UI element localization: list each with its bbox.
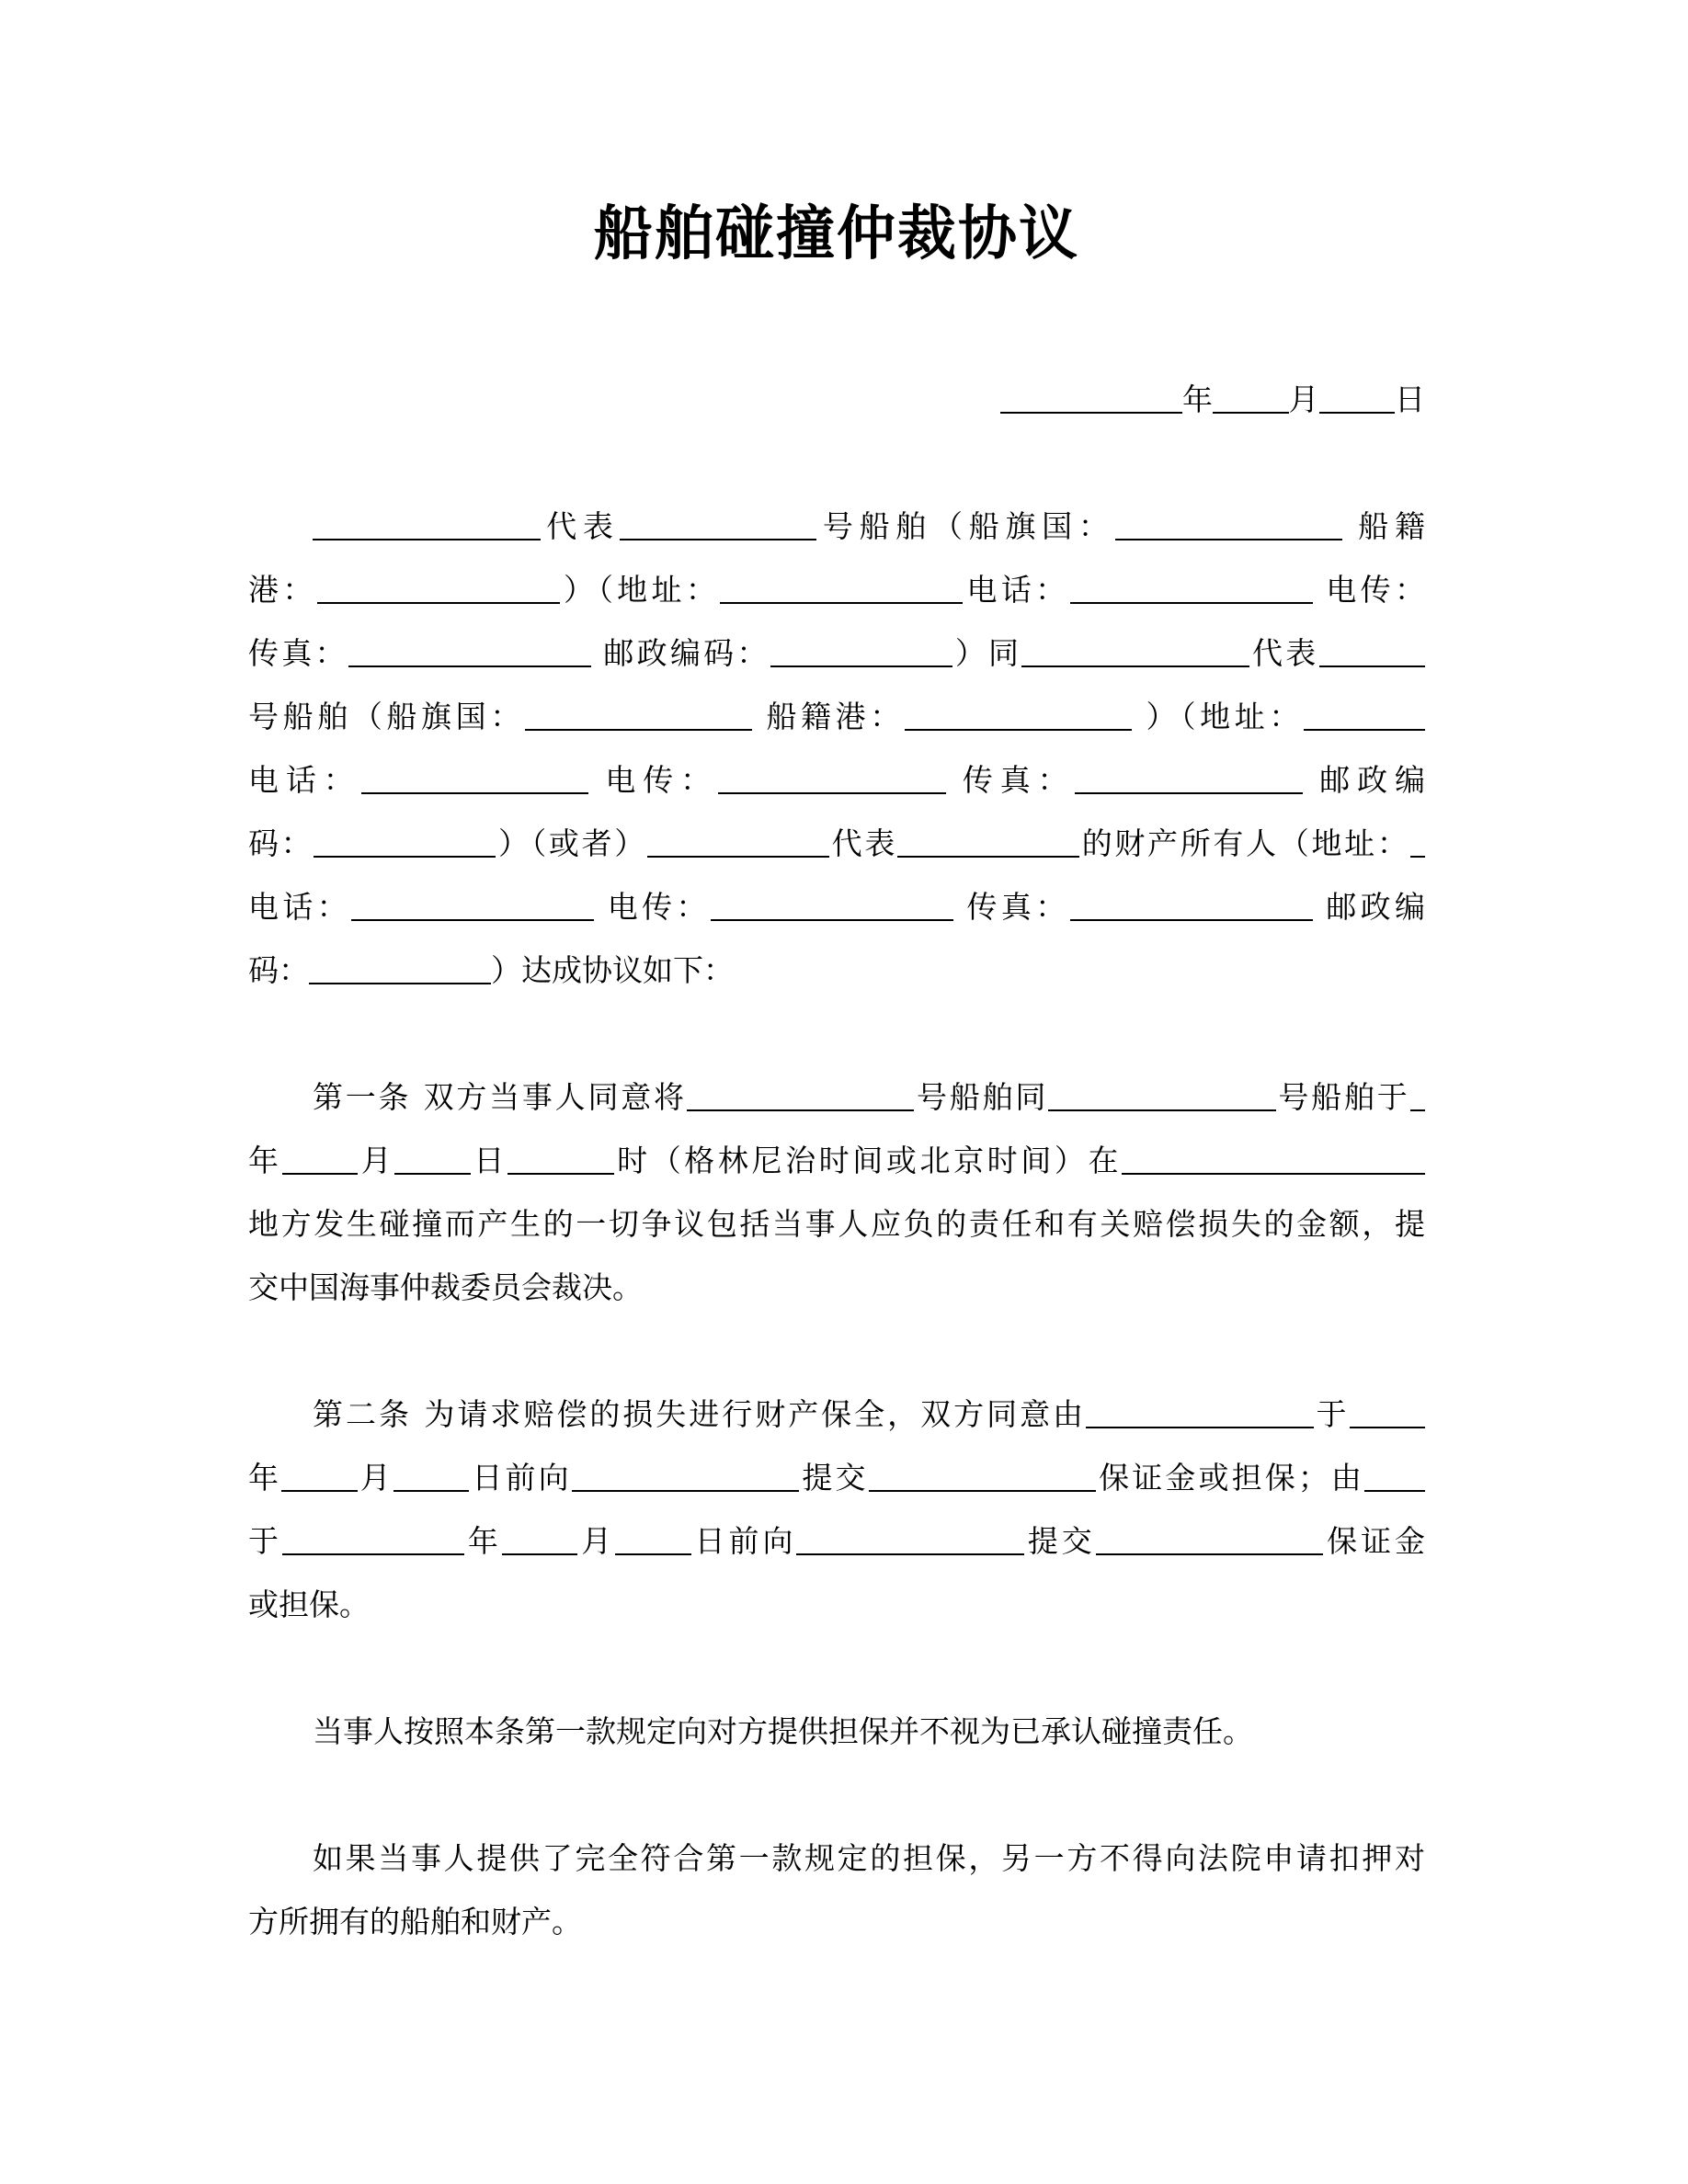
fill-in-blank: [313, 511, 541, 540]
text-line: 第一条 双方当事人同意将 号船舶同 号船舶于: [248, 1065, 1425, 1129]
fill-in-blank: [525, 701, 753, 731]
fill-in-blank: [348, 638, 591, 667]
document-title: 船舶碰撞仲裁协议: [594, 200, 1079, 268]
text-line: 方所拥有的船舶和财产。: [248, 1904, 582, 1939]
text-line: 或担保。: [248, 1587, 370, 1622]
fill-in-blank: [1304, 701, 1425, 731]
document-body: [248, 495, 1425, 2017]
fill-in-blank: [718, 765, 946, 794]
fill-in-blank: [1048, 1082, 1276, 1111]
fill-in-blank: [508, 1145, 614, 1175]
article-one-paragraph: [248, 1065, 1425, 1319]
fill-in-blank: [1075, 765, 1303, 794]
fill-in-blank: [1319, 384, 1396, 414]
text-line: 港： ）（地址： 电话： 电传：: [248, 572, 1425, 608]
fill-in-blank: [314, 828, 496, 858]
fill-in-blank: [905, 701, 1133, 731]
seizure-paragraph: [248, 1826, 1425, 1953]
fill-in-blank: [351, 892, 594, 921]
guarantee-paragraph: [248, 1700, 1425, 1763]
fill-in-blank: [615, 1526, 691, 1555]
text-line: 年 月 日前向 提交 保证金或担保；由: [248, 1446, 1425, 1509]
fill-in-blank: [309, 955, 491, 984]
fill-in-blank: [361, 765, 589, 794]
fill-in-blank: [720, 574, 963, 604]
fill-in-blank: [796, 1526, 1024, 1555]
date-line: 年 月 日: [1000, 368, 1425, 431]
fill-in-blank: [1364, 1462, 1425, 1492]
parties-paragraph: [248, 495, 1425, 1002]
fill-in-blank: [1350, 1399, 1426, 1428]
fill-in-blank: [282, 1526, 464, 1555]
fill-in-blank: [1070, 574, 1313, 604]
fill-in-blank: [687, 1082, 915, 1111]
fill-in-blank: [393, 1462, 470, 1492]
fill-in-blank: [1410, 828, 1425, 858]
fill-in-blank: [1319, 638, 1426, 667]
fill-in-blank: [1213, 384, 1289, 414]
fill-in-blank: [394, 1145, 471, 1175]
text-line: 如果当事人提供了完全符合第一款规定的担保，另一方不得向法院申请扣押对: [313, 1840, 1425, 1876]
text-line: 地方发生碰撞而产生的一切争议包括当事人应负的责任和有关赔偿损失的金额，提: [248, 1206, 1425, 1242]
fill-in-blank: [282, 1145, 359, 1175]
text-line: 传真： 邮政编码： ）同 代表: [248, 621, 1425, 685]
text-line: 第二条 为请求赔偿的损失进行财产保全，双方同意由 于: [248, 1382, 1425, 1446]
fill-in-blank: [572, 1462, 800, 1492]
fill-in-blank: [770, 638, 952, 667]
fill-in-blank: [1410, 1082, 1425, 1111]
text-line: 交中国海事仲裁委员会裁决。: [248, 1269, 643, 1305]
text-line: 号船舶（船旗国： 船籍港： ）（地址：: [248, 685, 1425, 748]
fill-in-blank: [502, 1526, 578, 1555]
text-line: 电话： 电传： 传真： 邮政编: [248, 889, 1425, 925]
text-line: 代表 号船舶（船旗国： 船籍: [248, 495, 1425, 558]
fill-in-blank: [869, 1462, 1097, 1492]
fill-in-blank: [1021, 638, 1249, 667]
fill-in-blank: [281, 1462, 358, 1492]
fill-in-blank: [1122, 1145, 1425, 1175]
text-line: 当事人按照本条第一款规定向对方提供担保并不视为已承认碰撞责任。: [313, 1713, 1253, 1749]
fill-in-blank: [1096, 1526, 1324, 1555]
fill-in-blank: [1115, 511, 1343, 540]
fill-in-blank: [620, 511, 817, 540]
fill-in-blank: [1000, 384, 1182, 414]
fill-in-blank: [1070, 892, 1313, 921]
fill-in-blank: [711, 892, 953, 921]
text-line: 码： ）（或者） 代表 的财产所有人（地址：: [248, 812, 1425, 875]
article-two-paragraph: [248, 1382, 1425, 1636]
text-line: 码： ）达成协议如下：: [248, 952, 734, 988]
fill-in-blank: [1086, 1399, 1314, 1428]
fill-in-blank: [897, 828, 1079, 858]
text-line: 年 月 日 时（格林尼治时间或北京时间）在: [248, 1129, 1425, 1192]
fill-in-blank: [647, 828, 829, 858]
text-line: 电话： 电传： 传真： 邮政编: [248, 762, 1425, 798]
fill-in-blank: [317, 574, 560, 604]
text-line: 于 年 月 日前向 提交 保证金: [248, 1523, 1425, 1559]
